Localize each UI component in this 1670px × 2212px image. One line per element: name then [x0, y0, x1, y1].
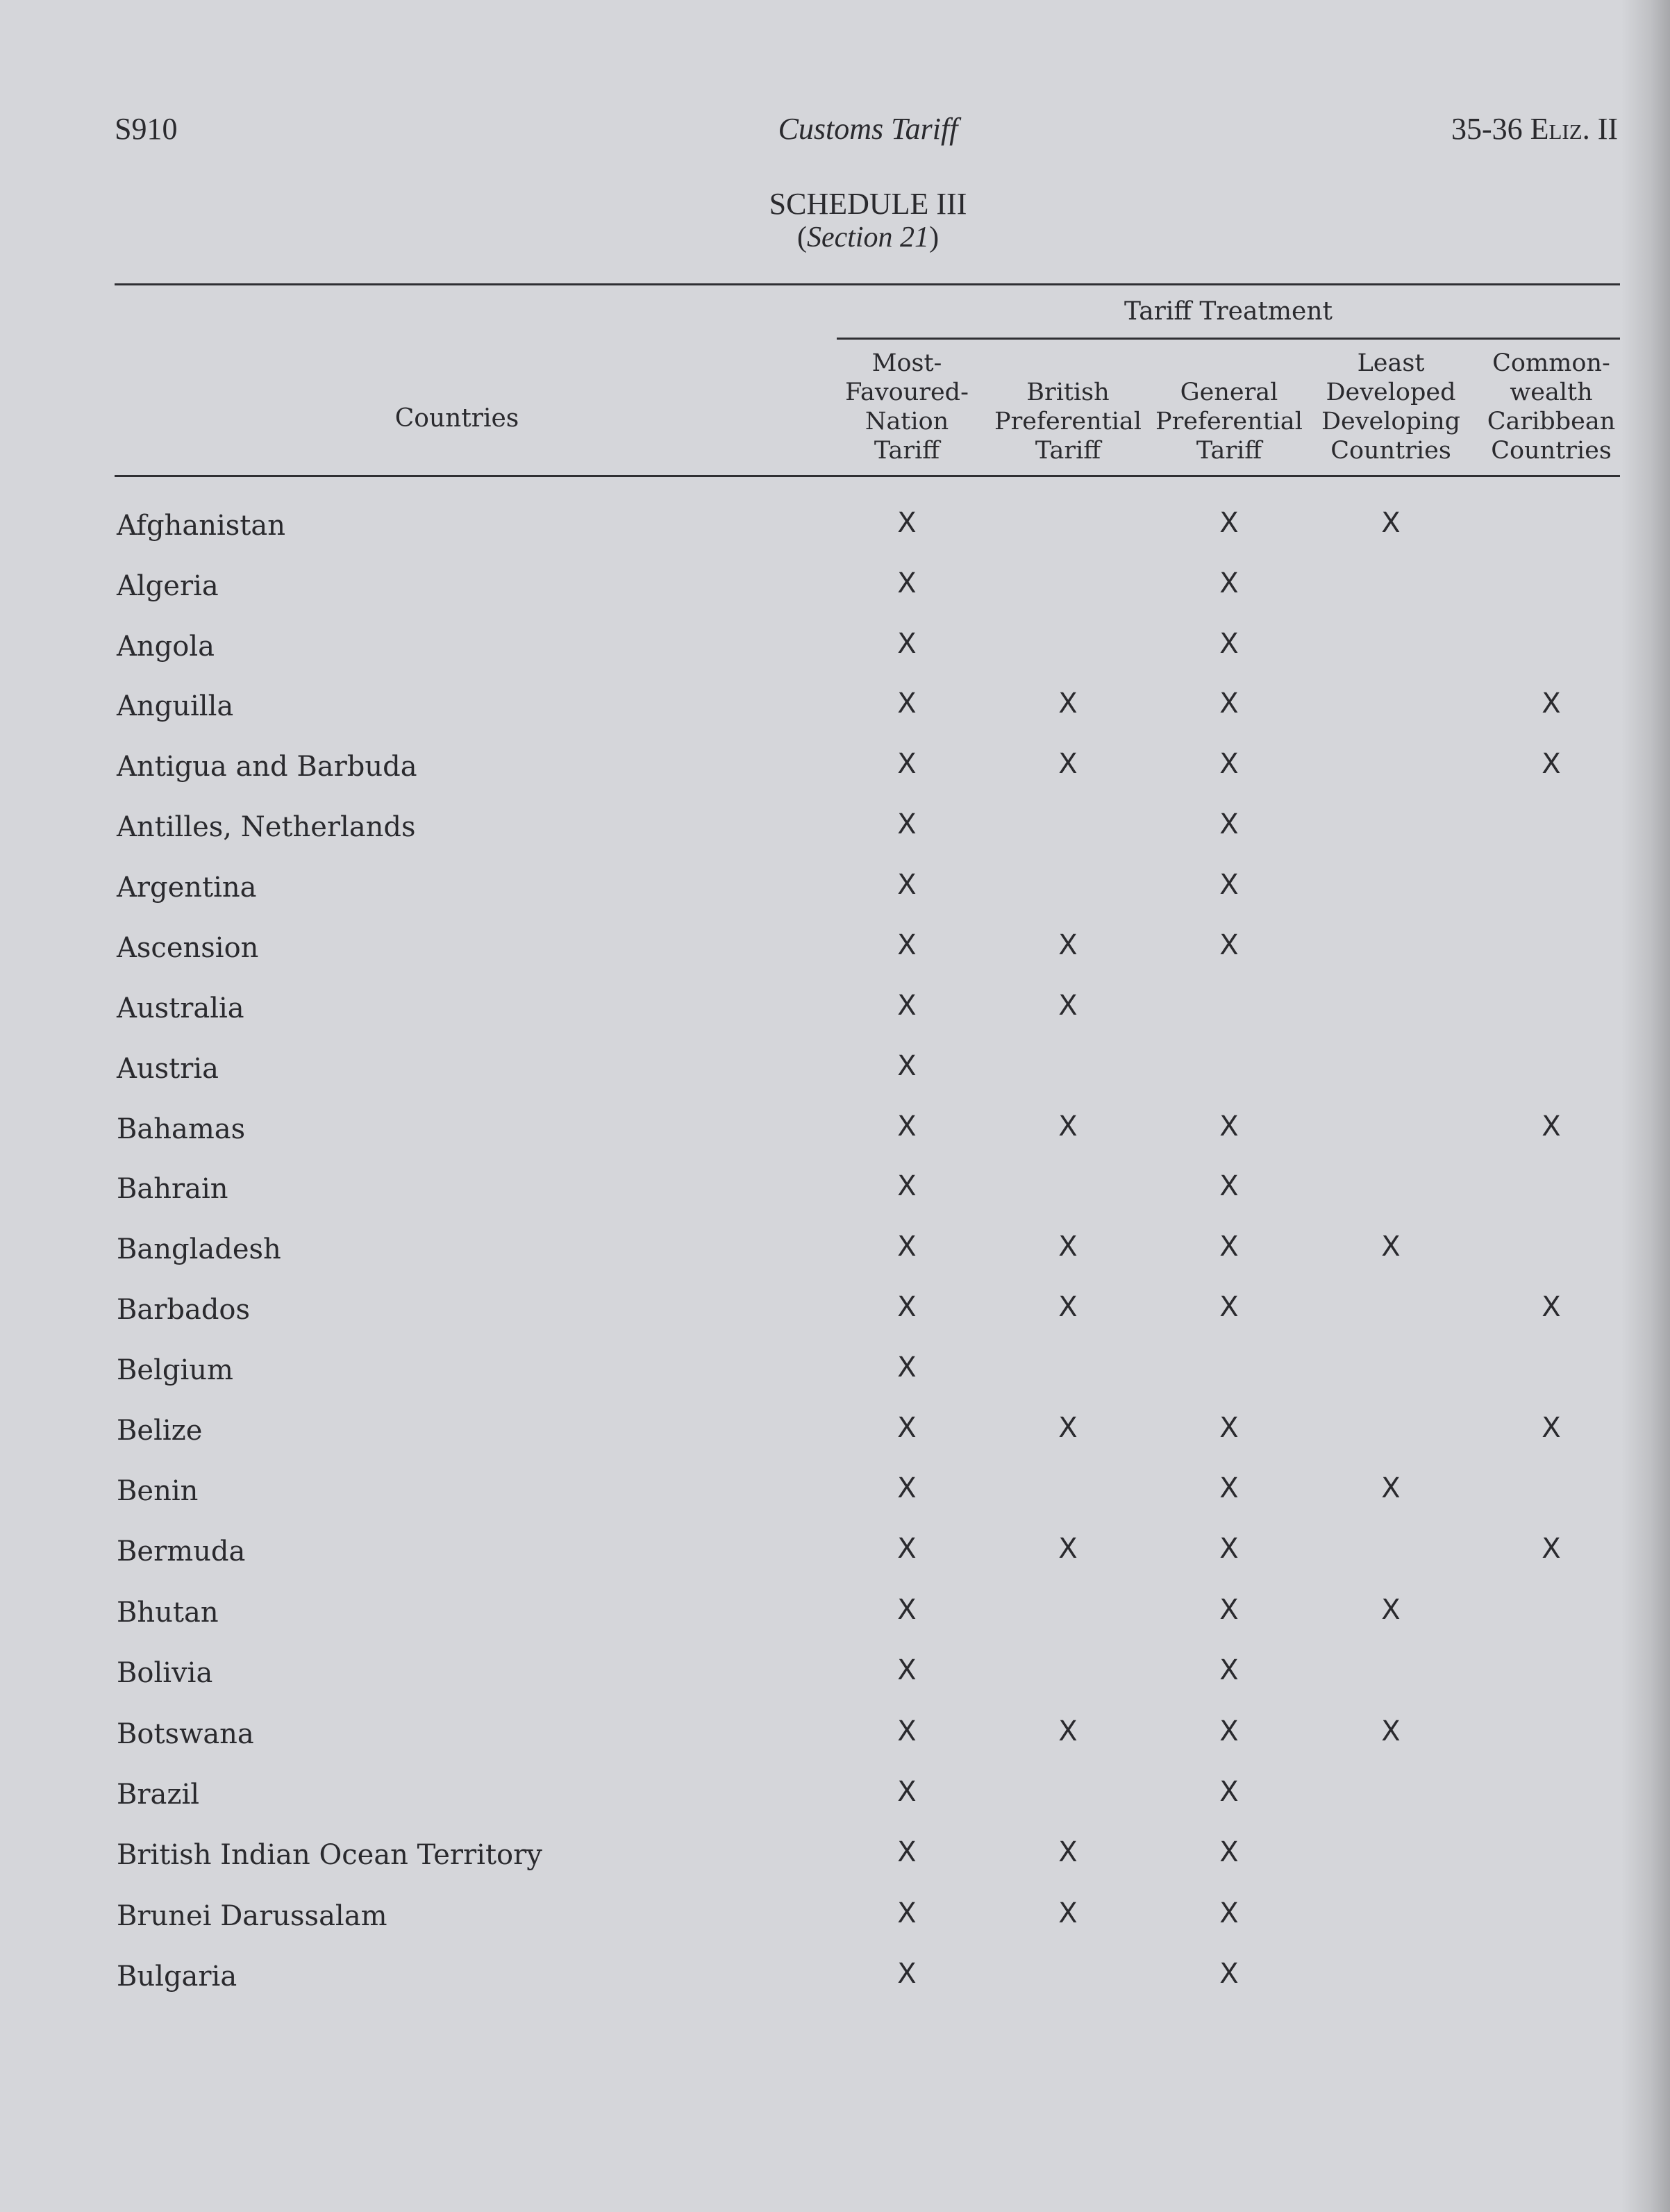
column-header-line: Tariff	[1196, 437, 1262, 465]
regnal-year-suffix: . II	[1582, 112, 1618, 146]
column-header-line: Common-	[1492, 349, 1610, 377]
mark-mfn: X	[897, 1291, 917, 1323]
column-header-line: Least	[1357, 349, 1425, 377]
column-header-line: Preferential	[994, 408, 1142, 435]
mark-gpt: X	[1219, 869, 1239, 901]
mark-mfn: X	[897, 1715, 917, 1747]
mark-bpt: X	[1058, 1231, 1078, 1263]
mark-bpt: X	[1058, 1412, 1078, 1444]
mark-gpt: X	[1219, 1412, 1239, 1444]
table-row	[0, 1270, 1670, 1331]
country-name: Bermuda	[117, 1536, 246, 1567]
column-header-line: wealth	[1510, 379, 1593, 406]
column-header-mfn	[826, 347, 987, 465]
mark-gpt: X	[1219, 1897, 1239, 1929]
mark-gpt: X	[1219, 688, 1239, 720]
column-header-line: Developing	[1321, 408, 1461, 435]
column-header-line: Most-	[871, 349, 942, 377]
table-top-rule	[115, 283, 1620, 285]
mark-gpt: X	[1219, 1472, 1239, 1504]
country-name: Bahrain	[117, 1173, 228, 1205]
mark-gpt: X	[1219, 628, 1239, 660]
column-header-line: British	[1026, 379, 1110, 406]
mark-bpt: X	[1058, 688, 1078, 720]
table-row	[0, 969, 1670, 1029]
mark-gpt: X	[1219, 1594, 1239, 1626]
table-row	[0, 1149, 1670, 1210]
countries-column-header: Countries	[394, 404, 519, 433]
column-header-line: Countries	[1330, 437, 1451, 465]
mark-mfn: X	[897, 507, 917, 539]
country-name: Angola	[117, 631, 215, 663]
mark-gpt: X	[1219, 808, 1239, 840]
mark-gpt: X	[1219, 567, 1239, 599]
mark-bpt: X	[1058, 1836, 1078, 1868]
mark-ldc: X	[1381, 1715, 1401, 1747]
mark-ccc: X	[1542, 1111, 1561, 1142]
schedule-title: SCHEDULE III	[769, 187, 967, 221]
country-name: Bhutan	[117, 1597, 219, 1629]
column-header-ccc	[1471, 347, 1632, 465]
table-row	[0, 1391, 1670, 1452]
mark-bpt: X	[1058, 990, 1078, 1022]
table-row	[0, 1573, 1670, 1633]
mark-ccc: X	[1542, 1533, 1561, 1565]
country-name: Ascension	[117, 932, 259, 964]
mark-bpt: X	[1058, 1533, 1078, 1565]
regnal-year-prefix: 35-36	[1451, 112, 1530, 146]
country-name: Australia	[117, 992, 244, 1024]
mark-ldc: X	[1381, 1594, 1401, 1626]
country-name: Anguilla	[117, 690, 234, 722]
mark-gpt: X	[1219, 1836, 1239, 1868]
mark-bpt: X	[1058, 1111, 1078, 1142]
tariff-treatment-header: Tariff Treatment	[1124, 297, 1333, 326]
table-row	[0, 1937, 1670, 1997]
regnal-year	[1451, 111, 1618, 147]
mark-mfn: X	[897, 1776, 917, 1808]
mark-gpt: X	[1219, 1776, 1239, 1808]
table-row	[0, 667, 1670, 727]
column-header-line: Preferential	[1155, 408, 1303, 435]
country-name: Algeria	[117, 570, 219, 602]
table-row	[0, 1755, 1670, 1815]
country-name: Bahamas	[117, 1113, 246, 1145]
country-name: Afghanistan	[117, 510, 285, 542]
table-row	[0, 1877, 1670, 1937]
mark-bpt: X	[1058, 1715, 1078, 1747]
schedule-section-ref	[0, 221, 1670, 254]
regnal-year-sovereign: Eliz	[1530, 112, 1583, 146]
section-close-paren: )	[929, 222, 940, 253]
column-header-bpt	[987, 347, 1149, 465]
mark-gpt: X	[1219, 1533, 1239, 1565]
mark-mfn: X	[897, 748, 917, 780]
table-row	[0, 1512, 1670, 1572]
mark-gpt: X	[1219, 1958, 1239, 1990]
mark-mfn: X	[897, 567, 917, 599]
table-row	[0, 1331, 1670, 1391]
country-name: Belgium	[117, 1354, 233, 1386]
mark-gpt: X	[1219, 1654, 1239, 1686]
mark-mfn: X	[897, 1231, 917, 1263]
mark-mfn: X	[897, 869, 917, 901]
column-header-line: Nation	[865, 408, 949, 435]
mark-gpt: X	[1219, 1170, 1239, 1202]
table-row	[0, 1815, 1670, 1876]
country-name: Botswana	[117, 1718, 254, 1750]
tariff-treatment-rule	[837, 338, 1620, 340]
column-header-gpt	[1149, 347, 1310, 465]
country-name: Antigua and Barbuda	[117, 751, 417, 783]
country-name: Barbados	[117, 1294, 251, 1326]
mark-mfn: X	[897, 688, 917, 720]
mark-mfn: X	[897, 1050, 917, 1082]
mark-mfn: X	[897, 1594, 917, 1626]
column-header-line: Caribbean	[1487, 408, 1616, 435]
mark-mfn: X	[897, 1836, 917, 1868]
mark-gpt: X	[1219, 748, 1239, 780]
country-name: British Indian Ocean Territory	[117, 1839, 542, 1871]
country-name: Argentina	[117, 872, 257, 904]
column-header-line: Tariff	[874, 437, 940, 465]
country-name: Brazil	[117, 1779, 200, 1811]
column-header-ldc	[1310, 347, 1471, 465]
country-name: Bolivia	[117, 1657, 213, 1689]
column-header-line: Favoured-	[845, 379, 969, 406]
mark-gpt: X	[1219, 1231, 1239, 1263]
page-number: S910	[115, 112, 178, 146]
column-header-line: Developed	[1326, 379, 1456, 406]
mark-bpt: X	[1058, 929, 1078, 961]
table-row	[0, 788, 1670, 848]
mark-ldc: X	[1381, 1231, 1401, 1263]
mark-mfn: X	[897, 1897, 917, 1929]
mark-ldc: X	[1381, 1472, 1401, 1504]
mark-mfn: X	[897, 1170, 917, 1202]
mark-mfn: X	[897, 1111, 917, 1142]
table-row	[0, 607, 1670, 667]
mark-ccc: X	[1542, 748, 1561, 780]
column-header-line: Countries	[1491, 437, 1612, 465]
mark-gpt: X	[1219, 1111, 1239, 1142]
mark-mfn: X	[897, 1533, 917, 1565]
table-row	[0, 1695, 1670, 1755]
section-ref-text: Section 21	[806, 222, 930, 253]
mark-gpt: X	[1219, 929, 1239, 961]
country-name: Austria	[117, 1053, 219, 1085]
mark-gpt: X	[1219, 1291, 1239, 1323]
mark-mfn: X	[897, 1352, 917, 1383]
mark-bpt: X	[1058, 1897, 1078, 1929]
table-row	[0, 1090, 1670, 1150]
mark-mfn: X	[897, 990, 917, 1022]
mark-mfn: X	[897, 808, 917, 840]
country-name: Antilles, Netherlands	[117, 811, 416, 843]
table-row	[0, 848, 1670, 908]
table-row	[0, 1029, 1670, 1090]
mark-mfn: X	[897, 1958, 917, 1990]
mark-mfn: X	[897, 1654, 917, 1686]
country-name: Bangladesh	[117, 1233, 281, 1265]
country-name: Brunei Darussalam	[117, 1900, 387, 1932]
mark-bpt: X	[1058, 1291, 1078, 1323]
mark-gpt: X	[1219, 1715, 1239, 1747]
mark-gpt: X	[1219, 507, 1239, 539]
running-title: Customs Tariff	[778, 112, 958, 146]
mark-mfn: X	[897, 1472, 917, 1504]
table-row	[0, 908, 1670, 969]
table-row	[0, 1210, 1670, 1270]
mark-mfn: X	[897, 628, 917, 660]
column-header-line: General	[1180, 379, 1278, 406]
table-header-rule	[115, 475, 1620, 477]
country-name: Benin	[117, 1475, 199, 1507]
table-row	[0, 727, 1670, 788]
table-row	[0, 547, 1670, 607]
country-name: Bulgaria	[117, 1961, 237, 1993]
mark-ldc: X	[1381, 507, 1401, 539]
mark-bpt: X	[1058, 748, 1078, 780]
mark-ccc: X	[1542, 1412, 1561, 1444]
section-open-paren: (	[796, 222, 807, 253]
mark-ccc: X	[1542, 688, 1561, 720]
column-header-line: Tariff	[1035, 437, 1101, 465]
table-row	[0, 1633, 1670, 1694]
table-row	[0, 1452, 1670, 1512]
country-name: Belize	[117, 1415, 203, 1447]
mark-ccc: X	[1542, 1291, 1561, 1323]
mark-mfn: X	[897, 929, 917, 961]
mark-mfn: X	[897, 1412, 917, 1444]
table-row	[0, 486, 1670, 547]
